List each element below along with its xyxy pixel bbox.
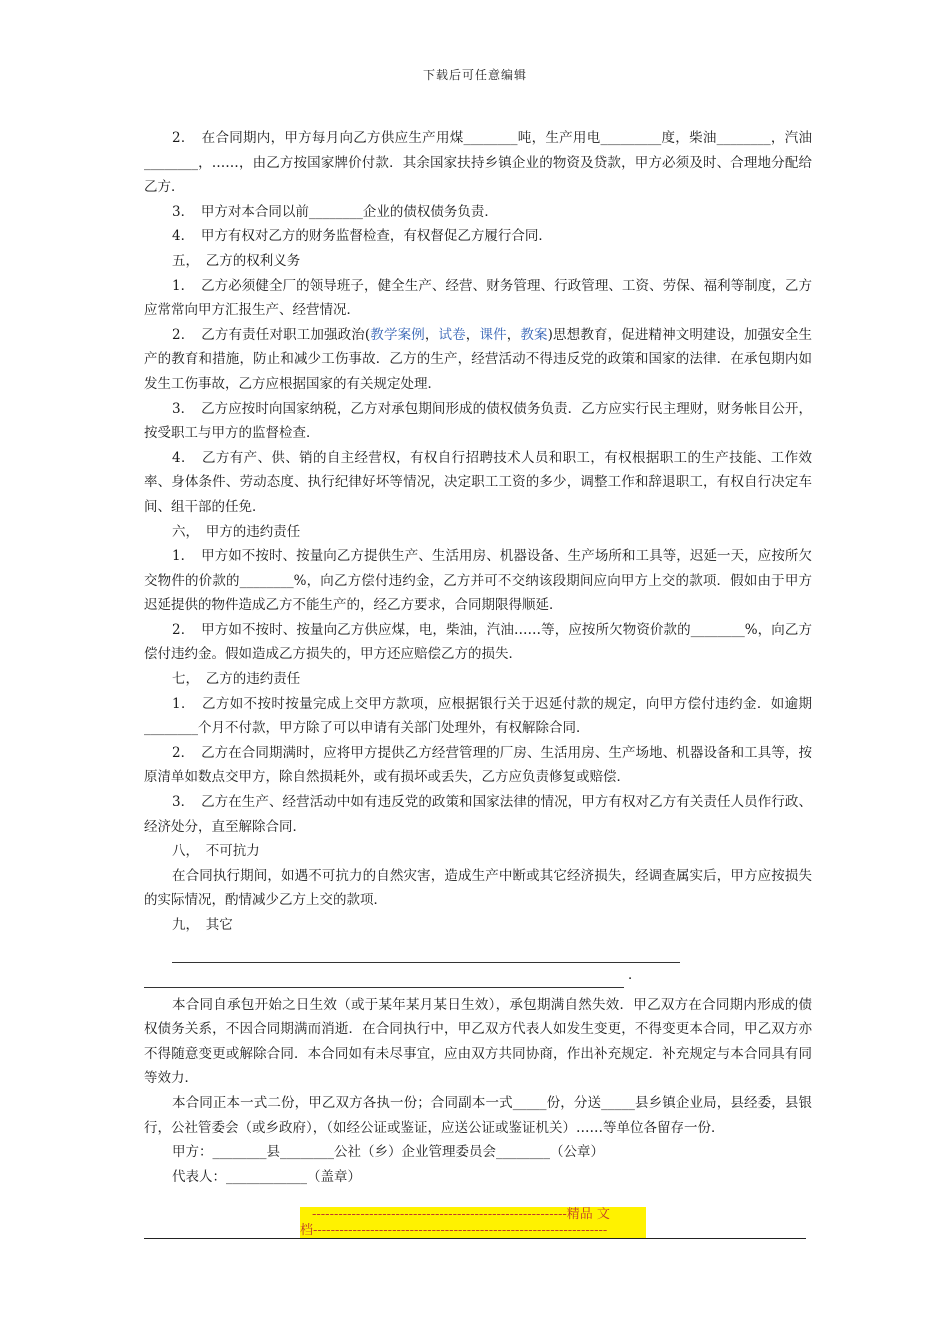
clause-7-3: 3． 乙方在生产、经营活动中如有违反党的政策和国家法律的情况，甲方有权对乙方有关责任人员作行政、经济处分，直至解除合同． xyxy=(144,794,812,835)
section-7-heading: 七， 乙方的违约责任 xyxy=(172,671,301,688)
footer-rule xyxy=(144,1238,806,1239)
blank-line-2-row xyxy=(144,963,812,985)
clause-4-4: 4． 甲方有权对乙方的财务监督检查，有权督促乙方履行合同． xyxy=(172,228,552,245)
clause-6-1: 1． 甲方如不按时、按量向乙方提供生产、生活用房、机器设备、生产场所和工具等，迟延一天，应按所欠交物件的价款的________%，向乙方偿付违约金，乙方并可不交纳该段期间应向甲方上交的款项．假如由于甲方迟延提供的物件造成乙方不能生产的，经乙方要求，合同期限得顺延． xyxy=(144,548,812,614)
clause-5-3: 3． 乙方应按时向国家纳税，乙方对承包期间形成的债权债务负责．乙方应实行民主理财，财务帐目公开，按受职工与甲方的监督检查． xyxy=(144,400,812,442)
link-teaching-cases[interactable]: 教学案例 xyxy=(370,326,425,343)
clause-8-body: 在合同执行期间，如遇不可抗力的自然灾害，造成生产中断或其它经济损失，经调查属实后，甲方应按损失的实际情况，酌情减少乙方上交的款项． xyxy=(144,867,812,909)
link-exam-papers[interactable]: 试卷 xyxy=(438,326,466,343)
effectiveness-clause: 本合同自承包开始之日生效（或于某年某月某日生效），承包期满自然失效．甲乙双方在合同期内形成的债权债务关系，不因合同期满而消逝．在合同执行中，甲乙双方代表人如发生变更，不得变更本合同，甲乙双方亦不得随意变更或解除合同．本合同如有未尽事宜，应由双方共同协商，作出补充规定．补充规定与本合同具有同等效力． xyxy=(144,996,812,1087)
contract-body xyxy=(144,126,812,1189)
clause-7-2: 2． 乙方在合同期满时，应将甲方提供乙方经营管理的厂房、生活用房、生产场地、机器设备和工具等，按原清单如数点交甲方，除自然损耗外，或有损坏或丢失，乙方应负责修复或赔偿． xyxy=(144,744,812,786)
party-a-signature: 甲方：________县________公社（乡）企业管理委员会________（公章） xyxy=(172,1144,604,1161)
clause-7-1: 1． 乙方如不按时按量完成上交甲方款项，应根据银行关于迟延付款的规定，向甲方偿付违约金．如逾期________个月不付款，甲方除了可以申请有关部门处理外，有权解除合同． xyxy=(144,695,812,737)
clause-4-2: 2． 在合同期内，甲方每月向乙方供应生产用煤________吨，生产用电_________度，柴油________，汽油________，……，由乙方按国家牌价付款．其余国家扶持乡镇企业的物资及贷款，甲方必须及时、合理地分配给乙方． xyxy=(144,130,812,196)
clause-5-2-post: )思想教育，促进精神文明建设，加强安全生产的教育和措施，防止和减少工伤事故．乙方的生产，经营活动不得违反党的政策和国家的法律．在承包期内如发生工伤事故，乙方应根据国家的有关规定处理． xyxy=(144,326,813,392)
section-5-heading: 五， 乙方的权利义务 xyxy=(172,252,301,269)
link-lesson-plans[interactable]: 教案 xyxy=(520,326,548,343)
clause-4-3: 3． 甲方对本合同以前________企业的债权债务负责． xyxy=(172,203,498,220)
ad-banner-line-2: 档------------------------------------------------------------------- xyxy=(300,1223,608,1238)
section-8-heading: 八， 不可抗力 xyxy=(172,843,260,860)
section-6-heading: 六， 甲方的违约责任 xyxy=(172,523,301,540)
blank-line-1 xyxy=(172,948,680,963)
blank-line-2 xyxy=(144,973,624,988)
clause-5-2 xyxy=(144,323,812,397)
separator: ， xyxy=(465,326,480,343)
section-9-heading: 九， 其它 xyxy=(172,917,233,933)
clause-6-2: 2． 甲方如不按时、按量向乙方供应煤，电，柴油，汽油……等，应按所欠物资价款的________%，向乙方偿付违约金。假如造成乙方损失的，甲方还应赔偿乙方的损失． xyxy=(144,621,812,663)
blank-line-period: ． xyxy=(628,966,642,983)
page-header: 下载后可任意编辑 xyxy=(422,68,527,82)
representative-signature: 代表人：____________（盖章） xyxy=(172,1168,361,1185)
link-courseware[interactable]: 课件 xyxy=(479,326,507,343)
clause-5-1: 1． 乙方必须健全厂的领导班子，健全生产、经营、财务管理、行政管理、工资、劳保、福利等制度，乙方应常常向甲方汇报生产、经营情况． xyxy=(144,277,812,319)
copies-clause: 本合同正本一式二份，甲乙双方各执一份；合同副本一式_____份，分送_____县乡镇企业局，县经委，县银行，公社管委会（或乡政府），（如经公证或鉴证，应送公证或鉴证机关）……等单位各留存一份． xyxy=(144,1094,812,1136)
ad-banner xyxy=(300,1207,646,1239)
separator: ， xyxy=(424,326,439,343)
clause-5-4: 4． 乙方有产、供、销的自主经营权，有权自行招聘技术人员和职工，有权根据职工的生产技能、工作效率、身体条件、劳动态度、执行纪律好坏等情况，决定职工工资的多少，调整工作和辞退职工，有权自行决定车间、组干部的任免． xyxy=(144,449,812,515)
ad-banner-line-1: ----------------------------------------------------------精品 文 xyxy=(312,1207,610,1222)
clause-5-2-pre: 2． 乙方有责任对职工加强政治( xyxy=(172,326,371,343)
separator: ， xyxy=(506,326,521,343)
